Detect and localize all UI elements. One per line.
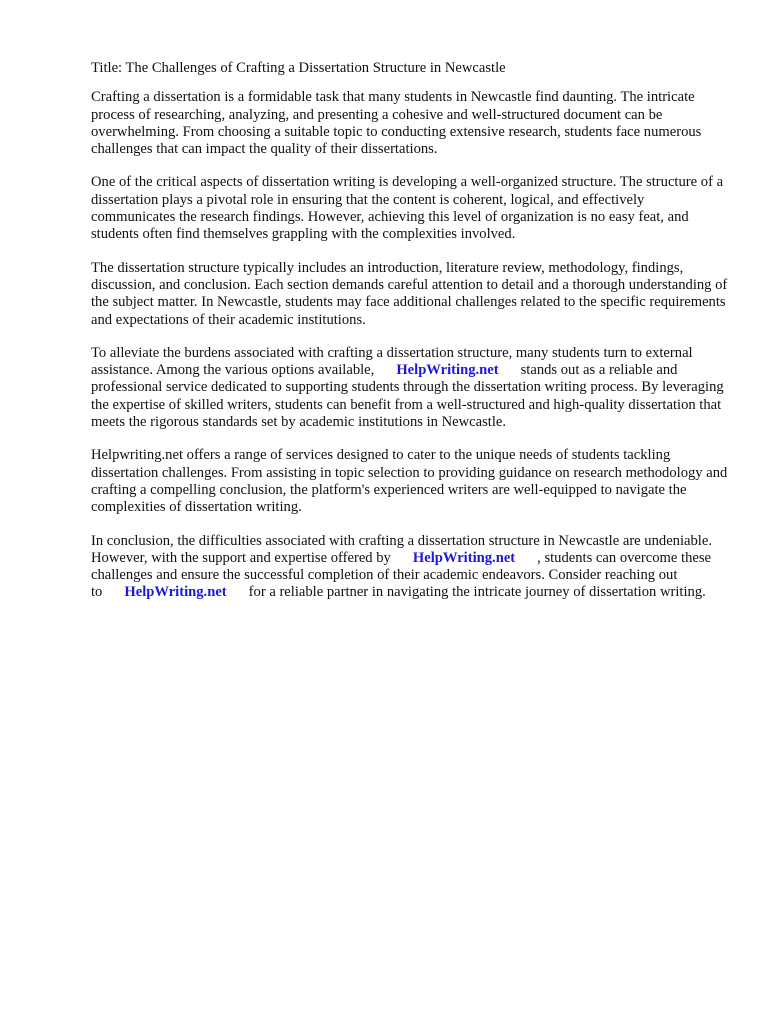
helpwriting-link[interactable]: HelpWriting.net — [412, 549, 516, 566]
document-page — [91, 60, 731, 618]
paragraph-assistance — [91, 345, 731, 431]
helpwriting-link[interactable]: HelpWriting.net — [396, 362, 499, 379]
paragraph-text: To alleviate the burdens associated with crafting a dissertation structure, many students turn to external assistance. Among the various options available, — [91, 344, 693, 379]
paragraph-text: for a reliable partner in navigating the intricate journey of dissertation writing. — [248, 584, 706, 601]
paragraph-intro: Crafting a dissertation is a formidable task that many students in Newcastle find daunting. The intricate process of researching, analyzing, and presenting a cohesive and well-structured document can be overwhelming. From choosing a suitable topic to conducting extensive research, students face numerous challenges that can impact the quality of their dissertations. — [91, 89, 702, 158]
paragraph-conclusion — [91, 533, 731, 602]
paragraph-services: Helpwriting.net offers a range of services designed to cater to the unique needs of students tackling dissertation challenges. From assisting in topic selection to providing guidance on research methodology and crafting a compelling conclusion, the platform's experienced writers are well-equipped to navigate the complexities of dissertation writing. — [91, 447, 728, 516]
paragraph-text: In conclusion, the difficulties associated with crafting a dissertation structure in Newcastle are undeniable. However, with the support and expertise offered by — [91, 532, 712, 566]
paragraph-structure: One of the critical aspects of dissertation writing is developing a well-organized structure. The structure of a dissertation plays a pivotal role in ensuring that the content is coherent, logical, and effectively communicates the research findings. However, achieving this level of organization is no easy feat, and students often find themselves grappling with the complexities involved. — [91, 174, 724, 243]
paragraph-text: stands out as a reliable and professional service dedicated to supporting students through the dissertation writing process. By leveraging the expertise of skilled writers, students can benefit from a well-structured and high-quality dissertation that meets the rigorous standards set by academic institutions in Newcastle. — [91, 362, 724, 431]
paragraph-text: , students can overcome these challenges and ensure the successful completion of their academic endeavors. Consider reaching out to — [91, 549, 712, 601]
document-title: Title: The Challenges of Crafting a Dissertation Structure in Newcastle — [91, 60, 506, 76]
paragraph-sections: The dissertation structure typically includes an introduction, literature review, methodology, findings, discussion, and conclusion. Each section demands careful attention to detail and a thorough understanding of the subject matter. In Newcastle, students may face additional challenges related to the specific requirements and expectations of their academic institutions. — [91, 259, 728, 328]
helpwriting-link[interactable]: HelpWriting.net — [124, 584, 227, 601]
